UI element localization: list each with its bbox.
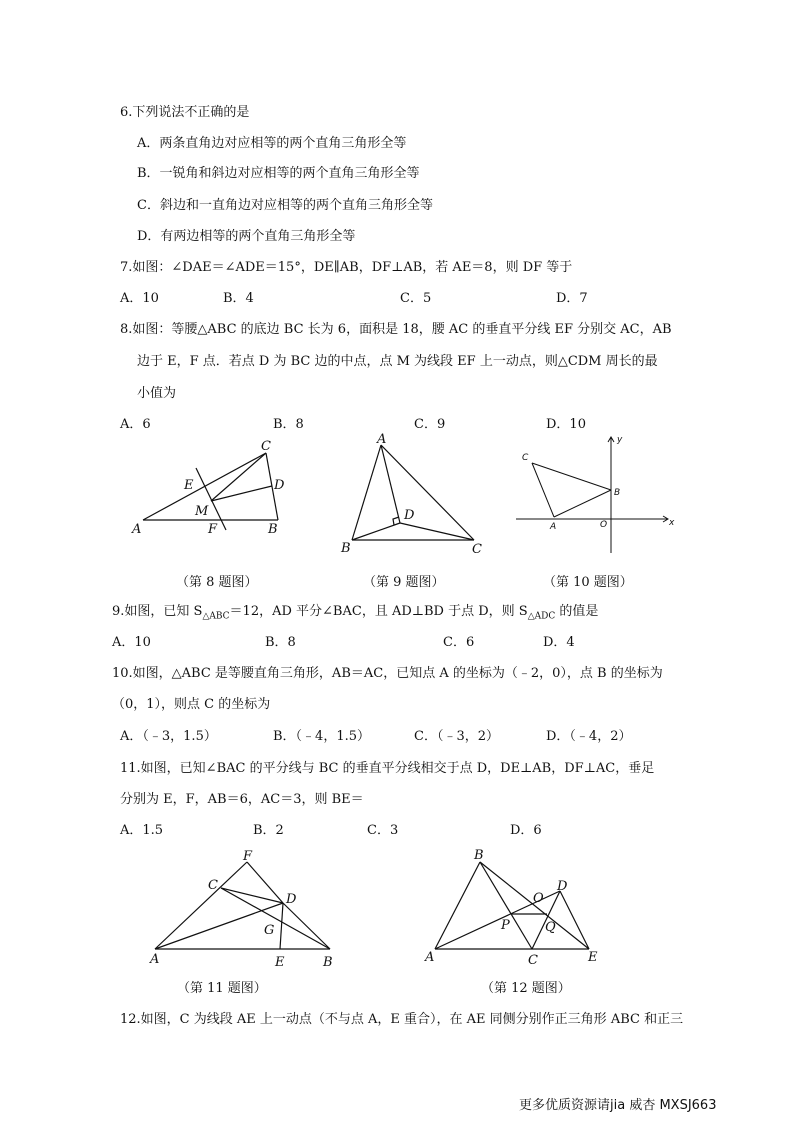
- q8-stem-line1: 8.如图：等腰△ABC 的底边 BC 长为 6，面积是 18，腰 AC 的垂直平分线 EF 分别交 AC，AB: [120, 322, 672, 337]
- fig10-label-b: B: [614, 488, 621, 498]
- q11-stem-line1: 11.如图，已知∠BAC 的平分线与 BC 的垂直平分线相交于点 D，DE⊥AB，DF⊥AC，垂足: [120, 761, 655, 776]
- q10-option-d: D．（﹣4，2）: [546, 729, 632, 744]
- fig10-caption: （第 10 题图）: [543, 575, 633, 590]
- fig10-label-c: C: [522, 453, 529, 463]
- fig12-label-d: D: [557, 879, 568, 894]
- fig11-segment-de: [280, 903, 283, 949]
- fig9-segment-ad: [381, 445, 400, 523]
- fig8-label-a: A: [132, 522, 142, 537]
- q11-option-b: B．2: [253, 823, 284, 838]
- fig12-segment-de: [560, 891, 589, 949]
- fig8-label-c: C: [261, 439, 271, 454]
- q9-option-a: A．10: [112, 635, 151, 650]
- figure-9-drawing: [352, 445, 474, 540]
- fig8-label-m: M: [195, 504, 209, 519]
- fig11-label-c: C: [208, 878, 218, 893]
- q9-stem-mid: ＝12，AD 平分∠BAC，且 AD⊥BD 于点 D，则 S: [229, 604, 528, 619]
- fig9-label-b: B: [341, 541, 351, 556]
- fig11-segment-cb: [221, 888, 330, 949]
- fig9-label-d: D: [404, 508, 415, 523]
- q9-stem-post: 的值是: [555, 604, 599, 619]
- fig9-segment-ac: [381, 445, 474, 540]
- q6-option-a: A．两条直角边对应相等的两个直角三角形全等: [137, 136, 407, 151]
- fig8-label-d: D: [274, 478, 285, 493]
- q7-stem: 7.如图：∠DAE＝∠ADE＝15°，DE∥AB，DF⊥AB，若 AE＝8，则 DF 等于: [120, 260, 573, 275]
- q10-stem-line2: （0，1），则点 C 的坐标为: [112, 697, 271, 712]
- fig9-segment-ab: [352, 445, 381, 540]
- q10-stem-line1: 10.如图，△ABC 是等腰直角三角形，AB＝AC，已知点 A 的坐标为（﹣2，0），点 B 的坐标为: [112, 666, 663, 681]
- fig12-segment-bc: [480, 862, 532, 949]
- q11-stem-line2: 分别为 E，F，AB＝6，AC＝3，则 BE＝: [120, 792, 364, 807]
- q7-option-c: C．5: [400, 291, 432, 306]
- q6-option-b: B．一锐角和斜边对应相等的两个直角三角形全等: [137, 166, 420, 181]
- q11-option-c: C．3: [367, 823, 399, 838]
- fig11-segment-af: [155, 862, 247, 949]
- q8-stem-line2: 边于 E，F 点．若点 D 为 BC 边的中点，点 M 为线段 EF 上一动点，则△CDM 周长的最: [137, 354, 658, 369]
- q8-option-b: B．8: [273, 417, 304, 432]
- fig10-label-x: x: [669, 518, 675, 528]
- fig9-label-c: C: [472, 542, 482, 557]
- q8-option-d: D．10: [546, 417, 586, 432]
- q8-stem-line3: 小值为: [137, 386, 177, 401]
- q11-option-a: A．1.5: [120, 823, 164, 838]
- fig12-label-e: E: [588, 950, 598, 965]
- fig10-label-y: y: [617, 435, 623, 445]
- q9-option-d: D．4: [543, 635, 575, 650]
- q9-subscript-adc: △ADC: [527, 611, 556, 622]
- fig12-label-a: A: [425, 950, 435, 965]
- fig9-segment-dc: [400, 523, 474, 540]
- q9-option-b: B．8: [265, 635, 296, 650]
- fig12-label-o: O: [533, 891, 544, 906]
- q7-option-a: A．10: [120, 291, 159, 306]
- q9-stem: [112, 604, 598, 625]
- fig11-segment-fd: [247, 862, 283, 903]
- footer-promo-text: 更多优质资源请jia 威杏 MXSJ663: [519, 1098, 717, 1113]
- fig12-label-c: C: [528, 953, 538, 968]
- q6-stem: 6.下列说法不正确的是: [120, 105, 250, 120]
- fig11-label-g: G: [264, 923, 275, 938]
- fig10-segment-cb: [532, 463, 611, 490]
- q12-stem-line1: 12.如图，C 为线段 AE 上一动点（不与点 A，E 重合），在 AE 同侧分别作正三角形 ABC 和正三: [120, 1012, 684, 1027]
- fig12-label-q: Q: [545, 920, 556, 935]
- fig10-segment-ab: [554, 490, 611, 517]
- fig11-label-a: A: [150, 952, 160, 967]
- fig11-caption: （第 11 题图）: [177, 981, 267, 996]
- fig9-segment-bd: [352, 523, 400, 540]
- fig11-label-b: B: [323, 955, 333, 970]
- figure-10-drawing: [516, 437, 668, 553]
- q8-option-a: A．6: [120, 417, 151, 432]
- figure-12-drawing: [435, 862, 589, 949]
- q9-stem-pre: 9.如图，已知 S: [112, 604, 203, 619]
- q10-option-c: C．（﹣3，2）: [414, 729, 499, 744]
- fig12-label-p: P: [501, 918, 510, 933]
- fig12-segment-ab: [435, 862, 480, 949]
- fig12-label-b: B: [474, 848, 484, 863]
- q7-option-b: B．4: [223, 291, 254, 306]
- fig10-label-a: A: [550, 522, 557, 532]
- fig11-label-d: D: [286, 892, 297, 907]
- fig9-caption: （第 9 题图）: [363, 575, 445, 590]
- fig11-label-e: E: [275, 955, 285, 970]
- fig11-label-f: F: [243, 849, 253, 864]
- q6-option-c: C．斜边和一直角边对应相等的两个直角三角形全等: [137, 198, 433, 213]
- fig11-segment-cd: [221, 888, 283, 903]
- q11-option-d: D．6: [510, 823, 542, 838]
- fig10-label-o: O: [600, 520, 608, 530]
- fig8-label-b: B: [268, 522, 278, 537]
- q9-option-c: C．6: [443, 635, 475, 650]
- fig8-caption: （第 8 题图）: [176, 575, 258, 590]
- q9-subscript-abc: △ABC: [202, 611, 230, 622]
- q6-option-d: D．有两边相等的两个直角三角形全等: [137, 229, 356, 244]
- figure-11-drawing: [155, 862, 330, 949]
- q8-option-c: C．9: [414, 417, 446, 432]
- fig8-label-e: E: [184, 478, 194, 493]
- fig10-segment-ca: [532, 463, 554, 517]
- fig8-label-f: F: [208, 522, 218, 537]
- fig9-label-a: A: [377, 432, 387, 447]
- q10-option-b: B．（﹣4，1.5）: [273, 729, 370, 744]
- q10-option-a: A．（﹣3，1.5）: [120, 729, 217, 744]
- q7-option-d: D．7: [556, 291, 588, 306]
- fig12-caption: （第 12 题图）: [481, 981, 571, 996]
